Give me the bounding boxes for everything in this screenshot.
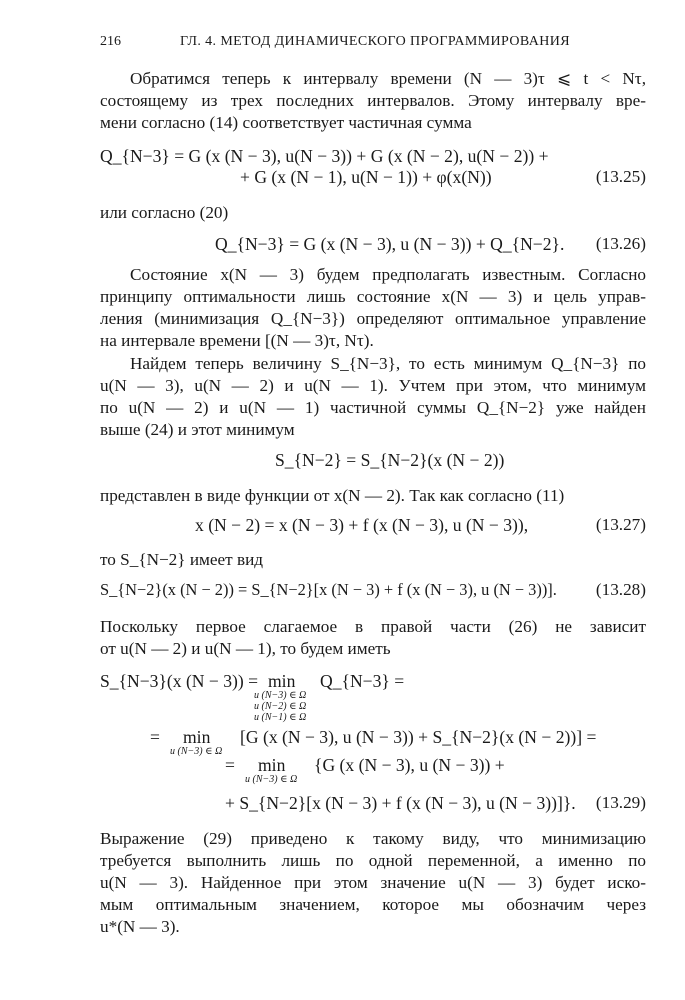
text-or-according: или согласно (20) — [100, 203, 229, 222]
equation-13-29-line-4: + S_{N−2}[x (N − 3) + f (x (N − 3), u (N − 3))]}. — [225, 793, 576, 813]
min-condition-3: u (N−1) ∈ Ω — [254, 712, 307, 723]
paragraph-2-line-2: принципу оптимальности лишь состояние x(N — 3) и цель управ- — [100, 287, 646, 306]
text-represented: представлен в виде функции от x(N — 2). Так как согласно (11) — [100, 486, 565, 505]
paragraph-3-line-3: по u(N — 2) и u(N — 1) частичной суммы Q_{N−2} уже найден — [100, 398, 646, 417]
equation-number-13-28: (13.28) — [595, 580, 646, 599]
paragraph-4-line-1: Поскольку первое слагаемое в правой части (26) не зависит — [100, 617, 646, 636]
paragraph-1-line-2: состоящему из трех последних интервалов. Этому интервалу вре- — [100, 91, 646, 110]
equation-13-26: Q_{N−3} = G (x (N − 3), u (N − 3)) + Q_{N−2}. — [215, 234, 565, 254]
paragraph-2-line-1: Состояние x(N — 3) будем предполагать известным. Согласно — [130, 265, 646, 284]
equation-13-29-q: Q_{N−3} = — [320, 671, 405, 691]
equation-13-25-line-1: Q_{N−3} = G (x (N − 3), u(N − 3)) + G (x (N − 2), u(N − 2)) + — [100, 146, 549, 166]
paragraph-5-line-4: мым оптимальным значением, которое мы обозначим через — [100, 895, 646, 914]
page-header — [100, 34, 585, 58]
equation-13-29-min-3: min — [258, 755, 286, 775]
paragraph-3-line-4: выше (24) и этот минимум — [100, 420, 295, 439]
min-condition-1: u (N−3) ∈ Ω — [254, 690, 307, 701]
paragraph-5-line-1: Выражение (29) приведено к такому виду, что минимизацию — [100, 829, 646, 848]
paragraph-5-line-2: требуется выполнить лишь по одной переменной, а именно по — [100, 851, 646, 870]
equation-13-29-line-2: [G (x (N − 3), u (N − 3)) + S_{N−2}(x (N − 2))] = — [240, 727, 597, 747]
paragraph-1-line-1: Обратимся теперь к интервалу времени (N — 3)τ ⩽ t < Nτ, — [130, 69, 646, 88]
paragraph-2-line-3: ления (минимизация Q_{N−3}) определяют оптимальное управление — [100, 309, 646, 328]
running-title: ГЛ. 4. МЕТОД ДИНАМИЧЕСКОГО ПРОГРАММИРОВАНИЯ — [180, 34, 571, 49]
min-condition-4: u (N−3) ∈ Ω — [170, 746, 223, 757]
min-condition-5: u (N−3) ∈ Ω — [245, 774, 298, 785]
paragraph-3-line-2: u(N — 3), u(N — 2) и u(N — 1). Учтем при этом, что минимум — [100, 376, 646, 395]
equals-sign-2: = — [225, 755, 235, 775]
paragraph-5-line-3: u(N — 3). Найденное при этом значение u(N — 3) будет иско- — [100, 873, 646, 892]
equation-13-29-min-1: min — [268, 671, 296, 691]
paragraph-3-line-1: Найдем теперь величину S_{N−3}, то есть минимум Q_{N−3} по — [130, 354, 646, 373]
paragraph-1-line-3: мени согласно (14) соответствует частичная сумма — [100, 113, 472, 132]
equation-number-13-25: (13.25) — [595, 167, 646, 186]
page-number: 216 — [100, 34, 121, 49]
equation-s-n-2: S_{N−2} = S_{N−2}(x (N − 2)) — [275, 450, 505, 470]
equation-13-29-line-3: {G (x (N − 3), u (N − 3)) + — [314, 755, 505, 775]
equation-number-13-29: (13.29) — [595, 793, 646, 812]
paragraph-2-line-4: на интервале времени [(N — 3)τ, Nτ). — [100, 331, 374, 350]
equation-13-27: x (N − 2) = x (N − 3) + f (x (N − 3), u (N − 3)), — [195, 515, 529, 535]
equation-13-29-min-2: min — [183, 727, 211, 747]
equation-13-25-line-2: + G (x (N − 1), u(N − 1)) + φ(x(N)) — [240, 167, 492, 187]
equation-number-13-27: (13.27) — [595, 515, 646, 534]
equation-13-29-lhs: S_{N−3}(x (N − 3)) = — [100, 671, 259, 691]
paragraph-4-line-2: от u(N — 2) и u(N — 1), то будем иметь — [100, 639, 391, 658]
equals-sign: = — [150, 727, 160, 747]
paragraph-5-line-5: u*(N — 3). — [100, 917, 180, 936]
text-then: то S_{N−2} имеет вид — [100, 550, 264, 569]
equation-13-28: S_{N−2}(x (N − 2)) = S_{N−2}[x (N − 3) + f (x (N − 3), u (N − 3))]. — [100, 580, 557, 599]
min-condition-2: u (N−2) ∈ Ω — [254, 701, 307, 712]
equation-number-13-26: (13.26) — [595, 234, 646, 253]
